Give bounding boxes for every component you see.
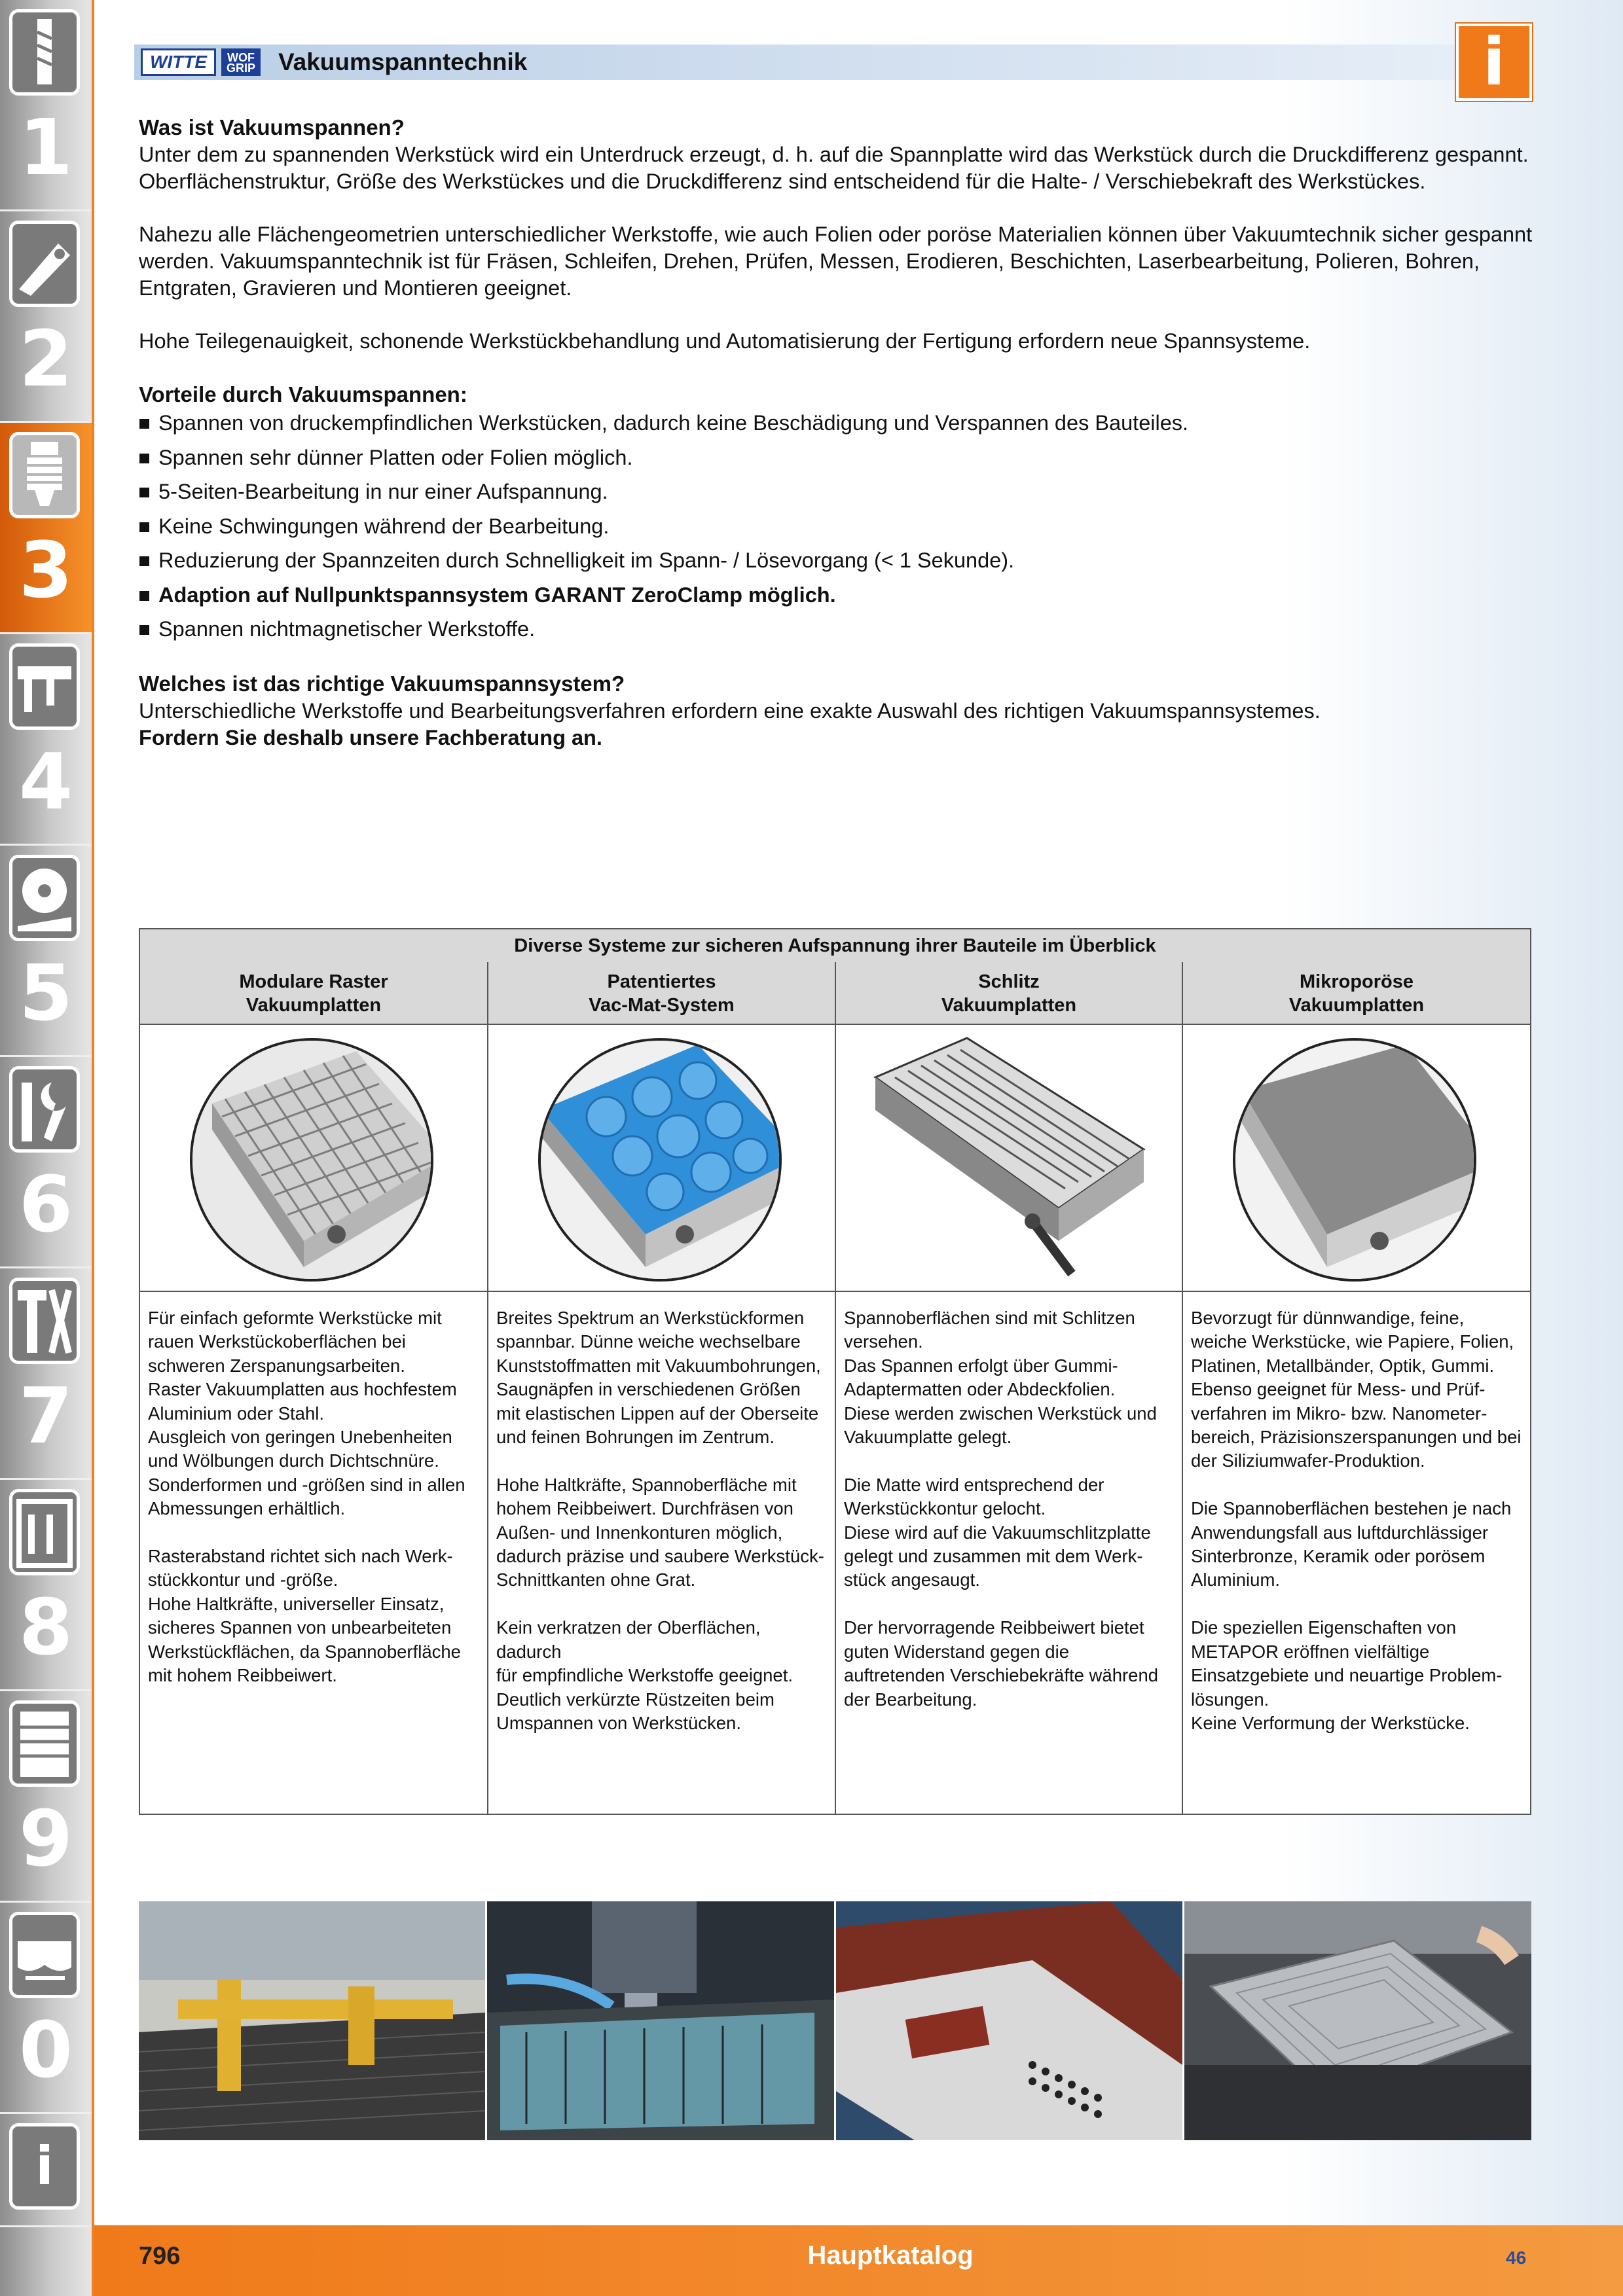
paragraph: Unter dem zu spannenden Werkstück wird ein Unterdruck erzeugt, d. h. auf die Spannplatte wird das Werkstück durch die Druckdifferenz gespannt. Oberflächenstruktur, Größe des Werkstückes und die Druckdifferenz sind entscheidend für die Halte- / Verschiebekraft des Werkstückes. <box>139 143 1529 193</box>
chapter-tab-info[interactable] <box>0 2114 92 2227</box>
microporous-vacuum-plate-image <box>1183 1025 1530 1292</box>
toolcase-icon <box>9 1489 80 1575</box>
chapter-number: 2 <box>18 314 73 404</box>
column-header: Schlitz Vakuumplatten <box>836 962 1182 1025</box>
chapter-tab-3[interactable] <box>0 423 92 634</box>
table-column <box>488 962 836 1814</box>
column-description: Bevorzugt für dünnwandige, feine, weiche Werkstücke, wie Papiere, Folien, Platinen, Metallbänder, Optik, Gummi. Ebenso geeignet für Mess- und Prüf- verfahren im Mikro- bzw. Nanometer- bereich, Präzisionszerspanungen und bei der Siliziumwafer-Produktion. Die Spannoberflächen bestehen je nach Anwendungsfall aus luftdurchlässiger Sinterbronze, Keramik oder porösem Aluminium. Die speziellen Eigenschaften von METAPOR eröffnen vielfältige Einsatzgebiete und neuartige Problem- lösungen. Keine Verformung der Werkstücke. <box>1191 1308 1522 1733</box>
column-description: Für einfach geformte Werkstücke mit rauen Werkstückoberflächen bei schweren Zerspanungsarbeiten. Raster Vakuumplatten aus hochfestem Aluminium oder Stahl. Ausgleich von geringen Unebenheiten und Wölbungen durch Dichtschnüre. Sonderformen und -größen sind in allen Abmessungen erhältlich. Rasterabstand richtet sich nach Werk- stückkontur und -größe. Hohe Haltkräfte, universeller Einsatz, sicheres Spannen von unbearbeiteten Werkstückflächen, da Spannoberfläche mit hohem Reibbeiwert. <box>148 1308 465 1686</box>
paragraph: Nahezu alle Flächengeometrien unterschiedlicher Werkstoffe, wie auch Folien oder poröse Materialien können über Vakuumtechnik sicher gespannt werden. Vakuumspanntechnik ist für Fräsen, Schleifen, Drehen, Prüfen, Messen, Erodieren, Beschichten, Laserbearbeitung, Polieren, Bohren, Entgraten, Gravieren und Montieren geeignet. <box>139 223 1533 300</box>
footer-code: 46 <box>1506 2248 1527 2268</box>
advantages-list <box>139 406 1533 647</box>
paragraph-emphasis: Fordern Sie deshalb unsere Fachberatung an. <box>139 725 602 749</box>
paragraph: Hohe Teilegenauigkeit, schonende Werkstückbehandlung und Automatisierung der Fertigung erfordern neue Spannsysteme. <box>139 329 1311 353</box>
page-title: Vakuumspanntechnik <box>278 48 528 75</box>
column-header: Modulare Raster Vakuumplatten <box>140 962 487 1025</box>
cnc-router-photo <box>139 1901 485 2140</box>
insert-cutter-icon <box>9 221 80 307</box>
drill-icon <box>9 9 80 96</box>
chapter-tab-5[interactable] <box>0 846 92 1057</box>
chapter-tab-1[interactable] <box>0 0 92 211</box>
page-number: 796 <box>139 2242 181 2270</box>
section-heading: Welches ist das richtige Vakuumspannsystem? <box>139 671 625 696</box>
paragraph: Unterschiedliche Werkstoffe und Bearbeitungsverfahren erfordern eine exakte Auswahl des richtigen Vakuumspannsystemes. <box>139 698 1321 723</box>
list-item: Spannen nichtmagnetischer Werkstoffe. <box>139 612 1533 647</box>
cabinet-icon <box>9 1700 80 1787</box>
wof-logo: WOF GRIP <box>221 48 261 76</box>
chapter-number: 7 <box>18 1371 73 1461</box>
witte-logo: WITTE <box>141 48 216 76</box>
column-header: Mikroporöse Vakuumplatten <box>1183 962 1530 1025</box>
list-item: Spannen sehr dünner Platten oder Folien möglich. <box>139 440 1533 475</box>
info-icon: i <box>9 2123 80 2210</box>
slot-plate-photo <box>836 1901 1182 2140</box>
intro-content <box>139 114 1533 751</box>
chapter-number: 6 <box>18 1159 73 1249</box>
safety-goggles-icon <box>9 1912 80 1998</box>
footer-title: Hauptkatalog <box>807 2241 974 2270</box>
chapter-number: 4 <box>18 736 73 827</box>
table-column <box>836 962 1183 1814</box>
column-header: Patentiertes Vac-Mat-System <box>488 962 835 1025</box>
vac-mat-system-image <box>488 1025 835 1292</box>
chapter-tab-9[interactable] <box>0 1691 92 1903</box>
chapter-tab-7[interactable] <box>0 1268 92 1480</box>
column-description: Breites Spektrum an Werkstückformen spannbar. Dünne weiche wechselbare Kunststoffmatten mit Vakuumbohrungen, Saugnäpfen in verschiedenen Größen mit elastischen Lippen auf der Oberseite und feinen Bohrungen im Zentrum. Hohe Haltkräfte, Spannoberfläche mit hohem Reibbeiwert. Durchfräsen von Außen- und Innenkonturen möglich, dadurch präzise und saubere Werkstück- Schnittkanten ohne Grat. Kein verkratzen der Oberflächen, dadurch für empfindliche Werkstoffe geeignet. Deutlich verkürzte Rüstzeiten beim Umspannen von Werkstücken. <box>496 1308 824 1733</box>
grid-vacuum-plate-image <box>140 1025 487 1292</box>
column-description: Spannoberflächen sind mit Schlitzen versehen. Das Spannen erfolgt über Gummi- Adaptermatten oder Abdeckfolien. Diese werden zwischen Werkstück und Vakuumplatte gelegt. Die Matte wird entsprechend der Werkstückkontur gelocht. Diese wird auf die Vakuumschlitzplatte gelegt und zusammen mit dem Werk- stück angesaugt. Der hervorragende Reibbeiwert bietet guten Widerstand gegen die auftretenden Verschiebekräfte während der Bearbeitung. <box>844 1308 1159 1710</box>
chapter-tab-0[interactable] <box>0 1903 92 2114</box>
chapter-tab-6[interactable] <box>0 1057 92 1268</box>
pliers-icon <box>9 1278 80 1364</box>
chapter-tab-rail <box>0 0 92 2296</box>
info-icon: i <box>1456 24 1532 101</box>
chapter-number: 9 <box>18 1793 73 1884</box>
slot-vacuum-plate-image <box>836 1025 1182 1292</box>
microporous-plate-photo <box>1184 1901 1531 2140</box>
list-item: Adaption auf Nullpunktspannsystem GARANT ZeroClamp möglich. <box>139 578 1533 613</box>
chapter-number: 3 <box>18 525 73 615</box>
list-item: Spannen von druckempfindlichen Werkstücken, dadurch keine Beschädigung und Verspannen des Bauteiles. <box>139 406 1533 440</box>
chapter-number: 0 <box>18 2005 73 2095</box>
chapter-number: 8 <box>18 1582 73 1672</box>
rail-edge <box>92 0 94 2296</box>
table-column <box>140 962 488 1814</box>
table-column <box>1183 962 1530 1814</box>
list-item: Keine Schwingungen während der Bearbeitung. <box>139 509 1533 544</box>
saw-blade-icon <box>9 855 80 941</box>
list-item: 5-Seiten-Bearbeitung in nur einer Aufspannung. <box>139 475 1533 509</box>
chapter-tab-8[interactable] <box>0 1480 92 1691</box>
chapter-tab-4[interactable] <box>0 634 92 846</box>
table-title: Diverse Systeme zur sicheren Aufspannung ihrer Bauteile im Überblick <box>140 929 1530 963</box>
systems-overview-table <box>139 928 1531 1815</box>
wrench-icon <box>9 1066 80 1153</box>
section-heading: Was ist Vakuumspannen? <box>139 115 405 139</box>
milling-photo <box>487 1901 834 2140</box>
list-item: Reduzierung der Spannzeiten durch Schnelligkeit im Spann- / Lösevorgang (< 1 Sekunde). <box>139 543 1533 578</box>
caliper-icon <box>9 643 80 730</box>
chapter-tab-2[interactable] <box>0 211 92 423</box>
chapter-number: 1 <box>18 102 73 192</box>
section-heading: Vorteile durch Vakuumspannen: <box>139 382 467 406</box>
chuck-icon <box>9 432 80 518</box>
chapter-number: 5 <box>18 948 73 1038</box>
